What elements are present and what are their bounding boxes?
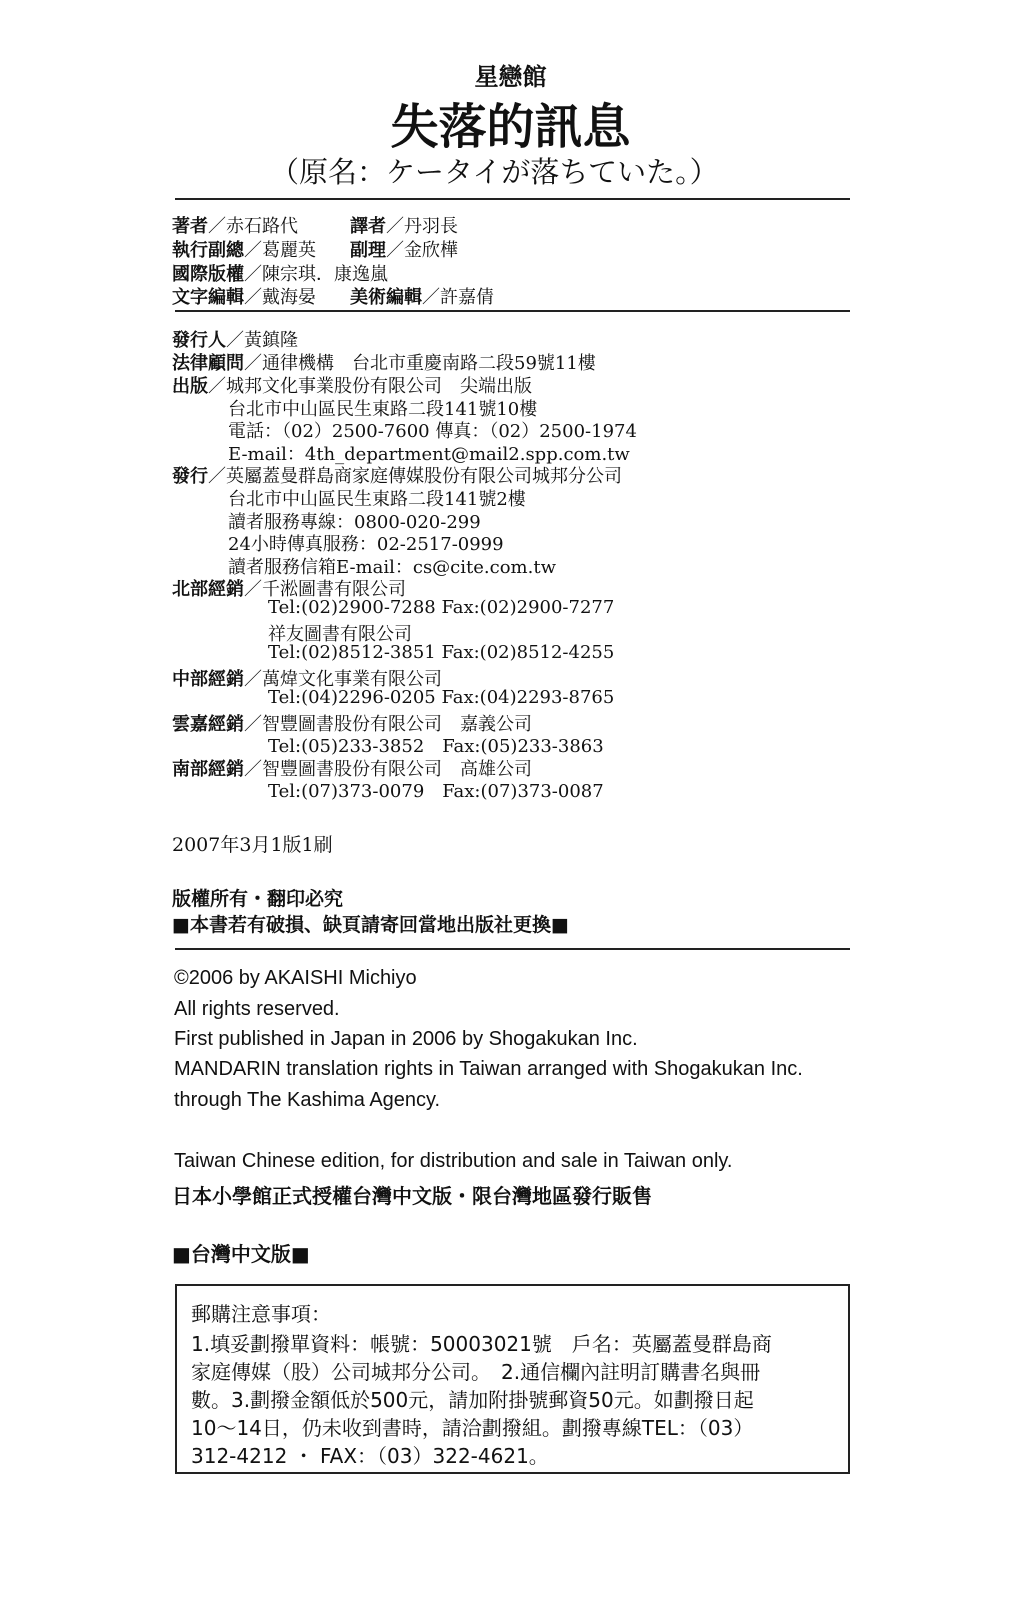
rights-reserved: 版權所有・翻印必究 (172, 888, 344, 910)
central-tel: Tel:(04)2296-0205 Fax:(04)2293-8765 (268, 687, 615, 708)
taiwan-edition-line: Taiwan Chinese edition, for distribution and sale in Taiwan only. (174, 1150, 733, 1172)
credit-translator-value: ／丹羽長 (386, 216, 458, 237)
divider-english (175, 948, 850, 950)
legal-value: ／通律機構 台北市重慶南路二段59號11樓 (244, 353, 596, 374)
yunjia-label: 雲嘉經銷 (172, 714, 244, 735)
credit-art-editor-value: ／許嘉倩 (422, 287, 494, 308)
north-distributor-2: 祥友圖書有限公司 (268, 624, 412, 645)
distributor-email: 讀者服務信箱E-mail：cs@cite.com.tw (228, 557, 556, 578)
publisher-value: ／城邦文化事業股份有限公司 尖端出版 (208, 376, 532, 397)
credit-author-value: ／赤石路代 (208, 216, 298, 237)
notice-line-2: 家庭傳媒（股）公司城邦分公司。 2.通信欄內註明訂購書名與冊 (191, 1360, 761, 1384)
credit-translator (350, 212, 458, 238)
central-label: 中部經銷 (172, 669, 244, 690)
credit-text-editor-value: ／戴海晏 (244, 287, 316, 308)
yunjia-tel: Tel:(05)233-3852 Fax:(05)233-3863 (268, 736, 604, 757)
damage-return-notice: ■本書若有破損、缺頁請寄回當地出版社更換■ (172, 914, 569, 936)
north-label: 北部經銷 (172, 579, 244, 600)
distributor-service-line: 讀者服務專線：0800-020-299 (228, 512, 481, 533)
credit-exec-value: ／葛麗英 (244, 240, 316, 261)
imprint: 星戀館 (474, 63, 547, 91)
agency-line: through The Kashima Agency. (174, 1089, 441, 1111)
notice-line-1: 1.填妥劃撥單資料：帳號：50003021號 戶名：英屬蓋曼群島商 (191, 1332, 772, 1356)
credit-intl-value: ／陳宗琪．康逸嵐 (244, 264, 388, 285)
credit-art-editor (350, 283, 494, 309)
credit-assistant-label: 副理 (350, 240, 386, 261)
divider-top (175, 198, 850, 200)
copyright-line: ©2006 by AKAISHI Michiyo (174, 967, 417, 989)
distributor-label: 發行 (172, 466, 208, 487)
credit-intl-label: 國際版權 (172, 264, 244, 285)
central-value: ／萬煒文化事業有限公司 (244, 669, 442, 690)
distributor-value: ／英屬蓋曼群島商家庭傳媒股份有限公司城邦分公司 (208, 466, 622, 487)
south-tel: Tel:(07)373-0079 Fax:(07)373-0087 (268, 781, 604, 802)
divider-credits (175, 310, 850, 312)
original-title: （原名：ケータイが落ちていた。） (270, 155, 719, 189)
credit-assistant-value: ／金欣樺 (386, 240, 458, 261)
notice-heading: 郵購注意事項： (191, 1302, 331, 1326)
taiwan-edition-mark: ■台灣中文版■ (172, 1242, 310, 1266)
first-published: First published in Japan in 2006 by Shogakukan Inc. (174, 1028, 638, 1050)
credit-translator-label: 譯者 (350, 216, 386, 237)
issuer-label: 發行人 (172, 330, 226, 351)
publisher-email: E-mail：4th_department@mail2.spp.com.tw (228, 444, 630, 465)
issuer-value: ／黃鎮隆 (226, 330, 298, 351)
distributor-fax-service: 24小時傳真服務：02-2517-0999 (228, 534, 504, 555)
notice-line-5: 312-4212 ・ FAX：（03）322-4621。 (191, 1444, 549, 1468)
edition-date: 2007年3月1版1刷 (172, 834, 333, 856)
south-label: 南部經銷 (172, 759, 244, 780)
publisher-address: 台北市中山區民生東路二段141號10樓 (228, 399, 538, 420)
credit-assistant (350, 236, 458, 262)
north-tel-2: Tel:(02)8512-3851 Fax:(02)8512-4255 (268, 642, 615, 663)
credit-text-editor-label: 文字編輯 (172, 287, 244, 308)
legal-label: 法律顧問 (172, 353, 244, 374)
notice-line-4: 10～14日，仍未收到書時，請洽劃撥組。劃撥專線TEL：（03） (191, 1416, 754, 1440)
south-value: ／智豐圖書股份有限公司 高雄公司 (244, 759, 532, 780)
credit-text-editor (172, 283, 316, 309)
mail-order-notice (175, 1284, 850, 1474)
credit-exec-label: 執行副總 (172, 240, 244, 261)
mandarin-rights: MANDARIN translation rights in Taiwan arranged with Shogakukan Inc. (174, 1058, 803, 1080)
north-value: ／千淞圖書有限公司 (244, 579, 406, 600)
publisher-label: 出版 (172, 376, 208, 397)
notice-line-3: 數。3.劃撥金額低於500元，請加附掛號郵資50元。如劃撥日起 (191, 1388, 754, 1412)
book-title: 失落的訊息 (390, 99, 631, 155)
all-rights-reserved: All rights reserved. (174, 998, 340, 1020)
distributor-address: 台北市中山區民生東路二段141號2樓 (228, 489, 526, 510)
credit-exec (172, 236, 316, 262)
publisher-phone: 電話：（02）2500-7600 傳真：（02）2500-1974 (228, 421, 637, 442)
credit-author (172, 212, 298, 238)
north-tel: Tel:(02)2900-7288 Fax:(02)2900-7277 (268, 597, 615, 618)
yunjia-value: ／智豐圖書股份有限公司 嘉義公司 (244, 714, 532, 735)
authorization-line: 日本小學館正式授權台灣中文版・限台灣地區發行販售 (172, 1184, 652, 1208)
credit-author-label: 著者 (172, 216, 208, 237)
credit-art-editor-label: 美術編輯 (350, 287, 422, 308)
